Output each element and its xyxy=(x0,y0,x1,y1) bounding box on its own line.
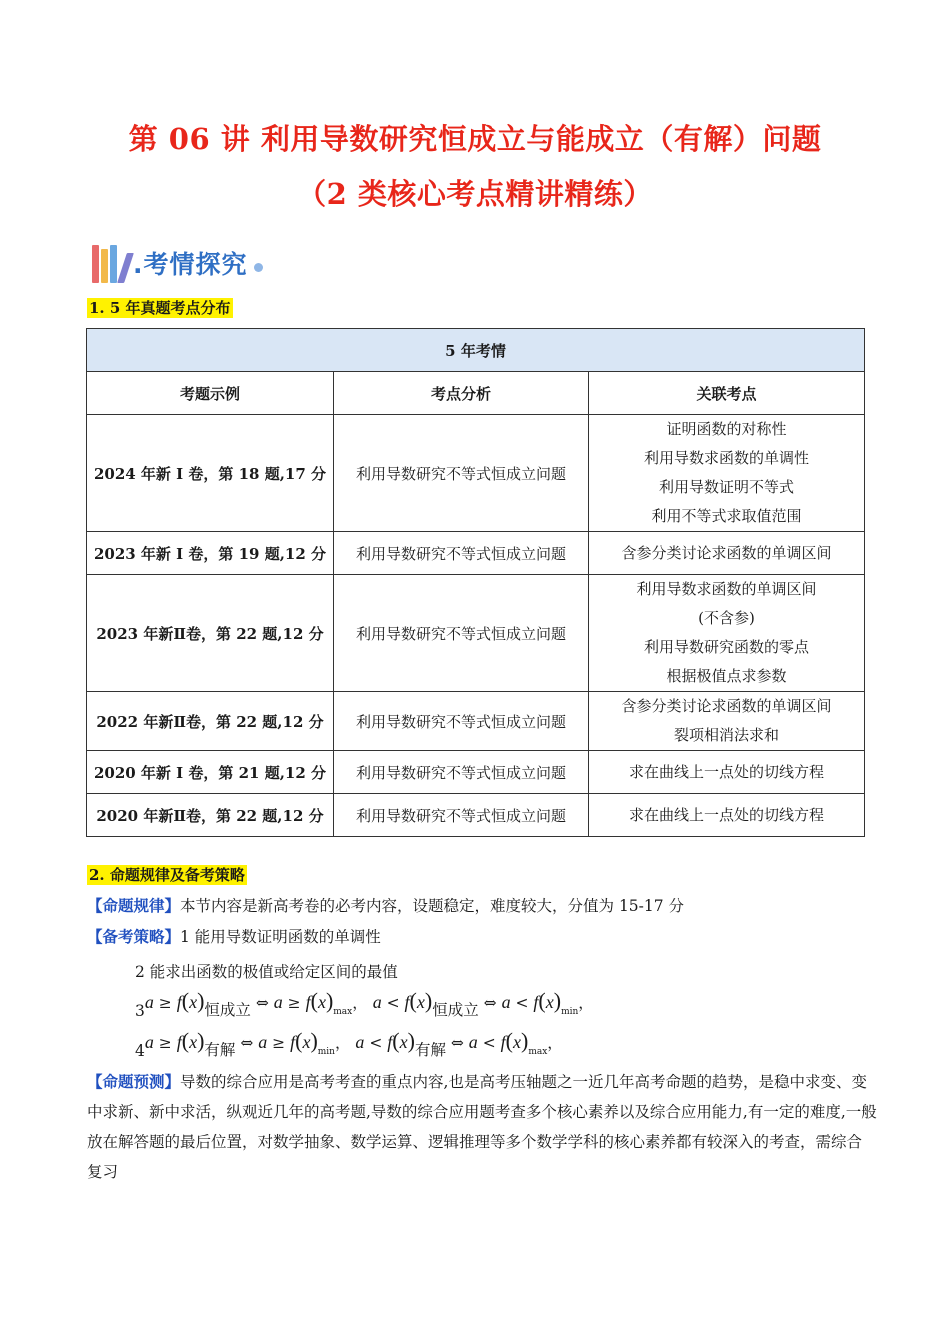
formula-number: 3 xyxy=(135,1002,145,1020)
lecture-title: 第 06 讲 利用导数研究恒成立与能成立（有解）问题 xyxy=(128,122,822,156)
section-banner xyxy=(92,240,263,286)
related-item: 求在曲线上一点处的切线方程 xyxy=(628,762,824,781)
formula-sub: max xyxy=(528,1047,548,1057)
related-item: (不含参) xyxy=(698,609,755,627)
lecture-subtitle: （2 类核心考点精讲精练） xyxy=(297,177,653,211)
exam-analysis: 利用导数研究不等式恒成立问题 xyxy=(334,751,589,794)
exam-example: 2024 年新 I 卷，第 18 题,17 分 xyxy=(87,415,334,532)
exam-table xyxy=(86,328,865,837)
section-heading-distribution: 1. 5 年真题考点分布 xyxy=(89,299,231,317)
table-row xyxy=(87,532,865,575)
table-row xyxy=(87,692,865,751)
related-points xyxy=(589,575,865,692)
dot-icon xyxy=(254,263,263,272)
table-header: 关联考点 xyxy=(589,372,865,415)
rule-tag: 【命题规律】 xyxy=(87,896,181,915)
strategy-paragraph xyxy=(87,922,877,952)
formula-sub: min xyxy=(561,1007,579,1017)
exam-analysis: 利用导数研究不等式恒成立问题 xyxy=(334,575,589,692)
strategy-item-2: 2 能求出函数的极值或给定区间的最值 xyxy=(135,963,398,981)
exam-analysis: 利用导数研究不等式恒成立问题 xyxy=(334,415,589,532)
formula-sub: min xyxy=(317,1047,335,1057)
related-item: 利用导数求函数的单调性 xyxy=(643,449,809,467)
formula-number: 4 xyxy=(135,1042,145,1060)
formula-label: 恒成立 xyxy=(204,1001,251,1019)
related-points xyxy=(589,794,865,837)
forecast-tag: 【命题预测】 xyxy=(87,1072,181,1091)
related-item: 根据极值点求参数 xyxy=(666,667,787,685)
exam-analysis: 利用导数研究不等式恒成立问题 xyxy=(334,532,589,575)
exam-analysis: 利用导数研究不等式恒成立问题 xyxy=(334,794,589,837)
formula-sub: max xyxy=(333,1007,353,1017)
table-row xyxy=(87,751,865,794)
strategy-item-1: 1 能用导数证明函数的单调性 xyxy=(180,928,381,946)
formula-label: 恒成立 xyxy=(432,1001,479,1019)
related-item: 含参分类讨论求函数的单调区间 xyxy=(621,543,832,562)
table-row xyxy=(87,794,865,837)
related-item: 求在曲线上一点处的切线方程 xyxy=(628,805,824,824)
table-caption: 5 年考情 xyxy=(87,329,865,372)
books-icon xyxy=(92,243,131,283)
related-item: 利用导数证明不等式 xyxy=(658,478,794,496)
exam-example: 2023 年新Ⅱ卷，第 22 题,12 分 xyxy=(87,575,334,692)
section-heading-strategy: 2. 命题规律及备考策略 xyxy=(89,866,245,884)
related-points xyxy=(589,692,865,751)
related-item: 利用导数研究函数的零点 xyxy=(643,638,809,656)
strategy-formula-3: 3a ≥ f(x)恒成立 ⇔ $a \ge f(x)_{max}$， a < f(x)恒成立 ⇔ $a < f(x)_{min}$， xyxy=(135,988,594,1020)
related-item: 利用导数求函数的单调区间 xyxy=(636,580,817,598)
related-item: 利用不等式求取值范围 xyxy=(651,507,802,525)
banner-title: .考情探究 xyxy=(133,250,248,279)
exam-analysis: 利用导数研究不等式恒成立问题 xyxy=(334,692,589,751)
rule-paragraph xyxy=(87,891,877,921)
related-points xyxy=(589,415,865,532)
related-points xyxy=(589,751,865,794)
table-row xyxy=(87,415,865,532)
exam-example: 2023 年新 I 卷，第 19 题,12 分 xyxy=(87,532,334,575)
strategy-tag: 【备考策略】 xyxy=(87,927,181,946)
rule-text: 本节内容是新高考卷的必考内容，设题稳定，难度较大，分值为 15-17 分 xyxy=(180,897,685,915)
formula-label: 有解 xyxy=(204,1041,236,1059)
exam-example: 2020 年新 I 卷，第 21 题,12 分 xyxy=(87,751,334,794)
table-header: 考点分析 xyxy=(334,372,589,415)
forecast-paragraph xyxy=(87,1067,877,1187)
forecast-text: 导数的综合应用是高考考查的重点内容,也是高考压轴题之一近几年高考命题的趋势，是稳中求变、变中求新、新中求活，纵观近几年的高考题,导数的综合应用题考查多个核心素养以及综合应用能力,有一定的难度,一般放在解答题的最后位置，对数学抽象、数学运算、逻辑推理等多个数学学科的核心素养都有较深入的考查，需综合复习 xyxy=(87,1073,877,1181)
strategy-formula-4: 4a ≥ f(x)有解 ⇔ $a \ge f(x)_{min}$， a < f(x)有解 ⇔ $a < f(x)_{max}$， xyxy=(135,1028,563,1060)
formula-label: 有解 xyxy=(414,1041,446,1059)
related-item: 证明函数的对称性 xyxy=(666,420,787,438)
exam-example: 2020 年新Ⅱ卷，第 22 题,12 分 xyxy=(87,794,334,837)
related-item: 含参分类讨论求函数的单调区间 xyxy=(621,697,832,715)
related-points xyxy=(589,532,865,575)
table-header: 考题示例 xyxy=(87,372,334,415)
related-item: 裂项相消法求和 xyxy=(673,726,779,744)
table-row xyxy=(87,575,865,692)
exam-example: 2022 年新Ⅱ卷，第 22 题,12 分 xyxy=(87,692,334,751)
